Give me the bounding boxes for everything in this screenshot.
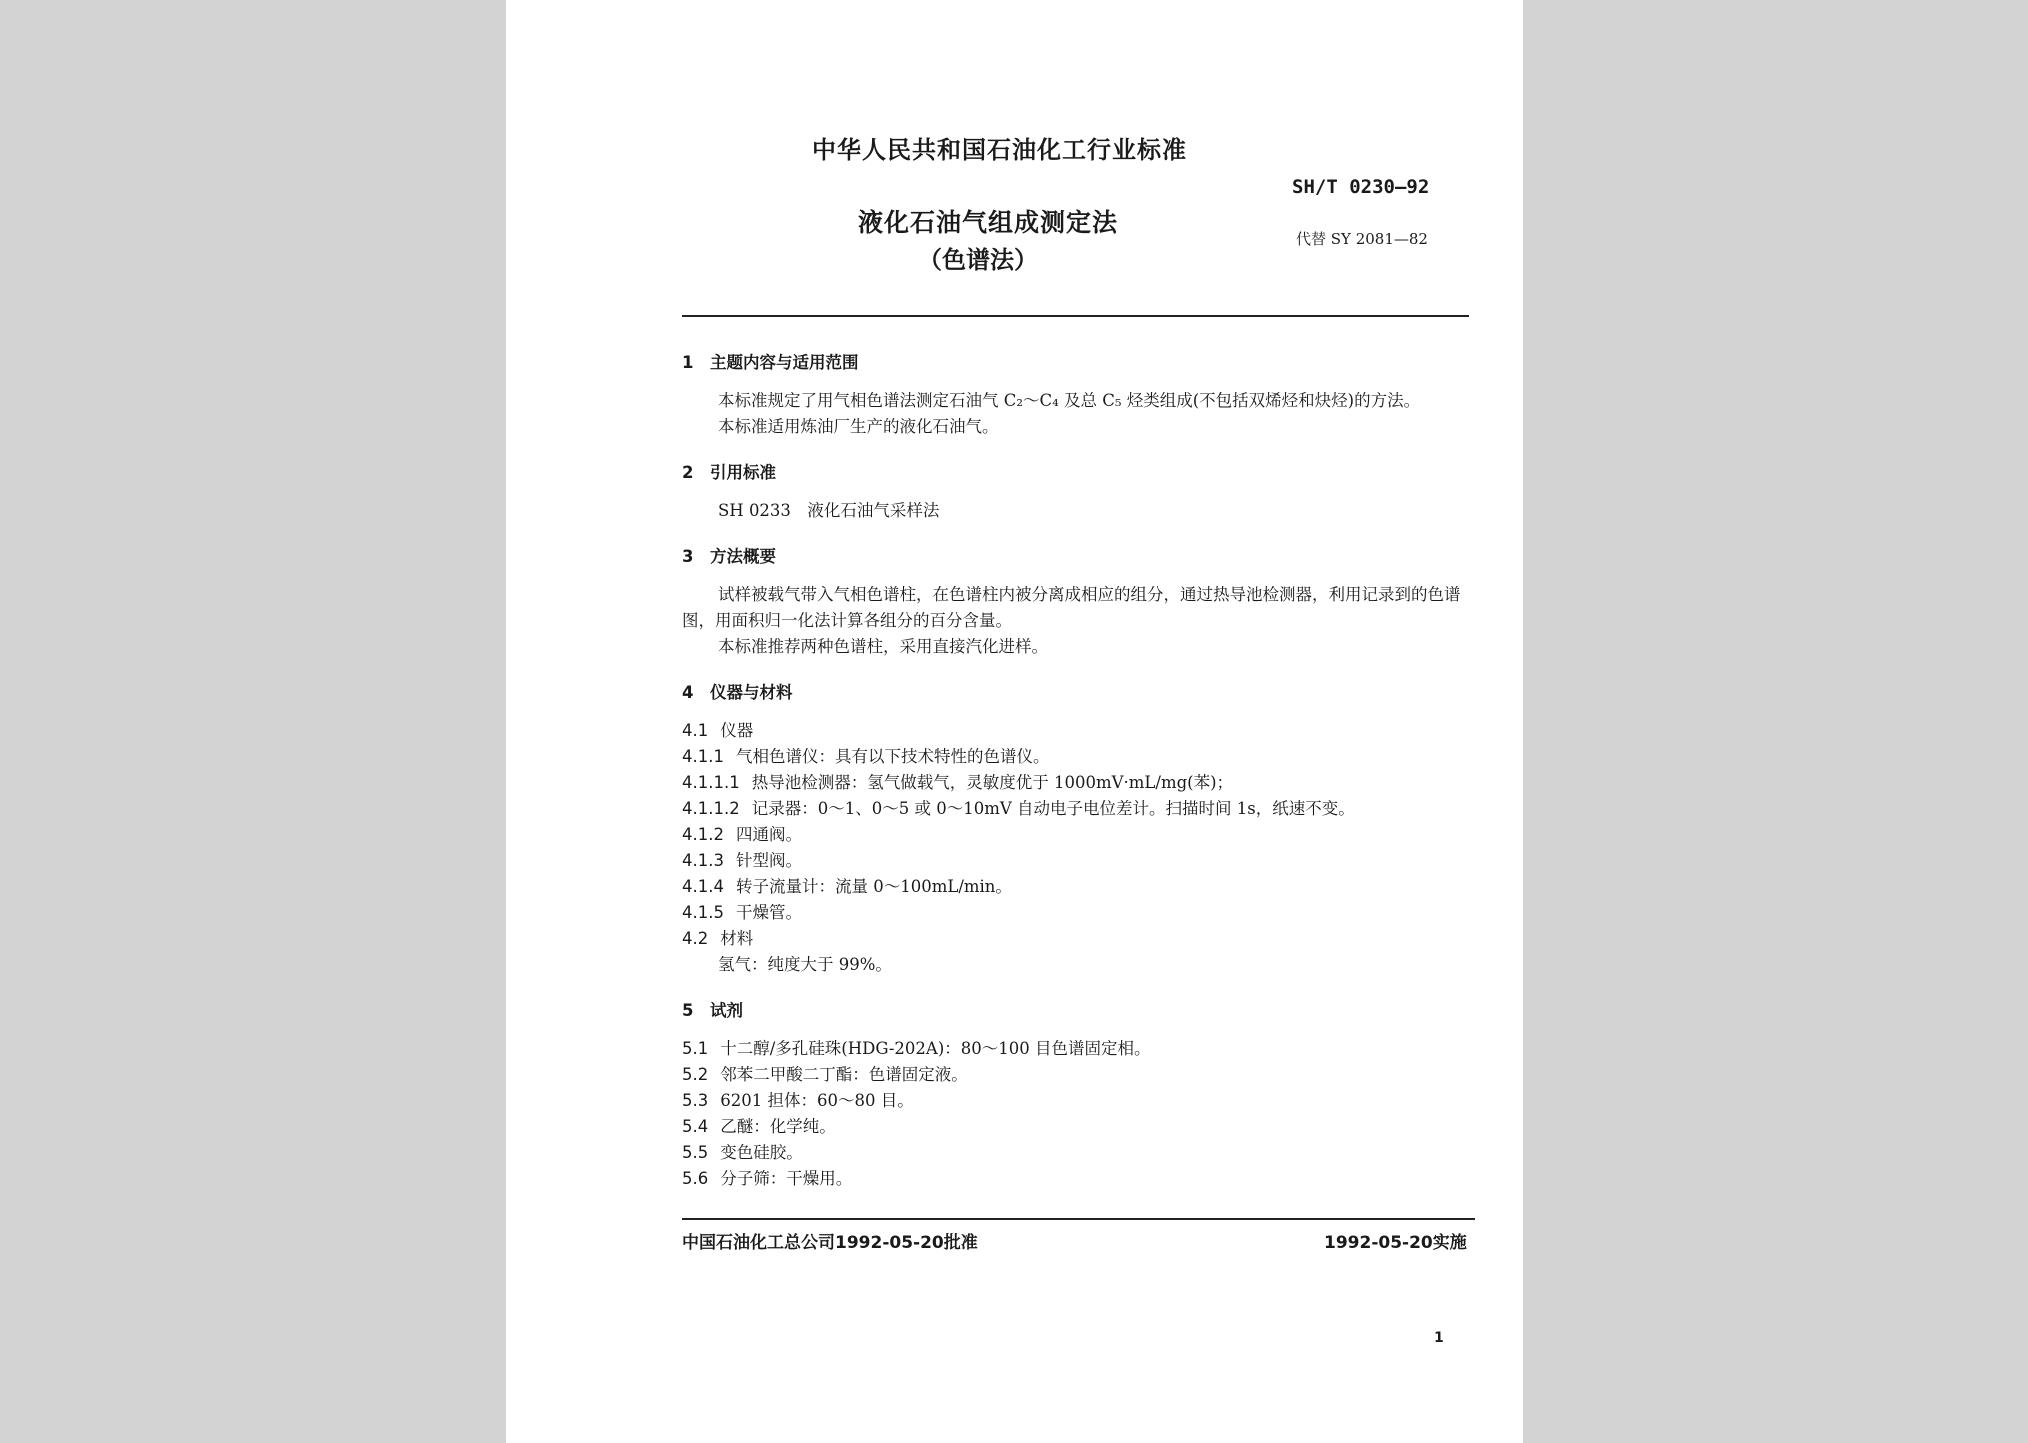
item-text: 变色硅胶。 [720, 1143, 803, 1162]
implementation-note: 1992-05-20实施 [1324, 1233, 1467, 1253]
instrument-list [682, 718, 1482, 952]
standard-title: 中华人民共和国石油化工行业标准 [812, 136, 1187, 164]
footer-divider [682, 1218, 1475, 1220]
list-item [682, 1166, 1482, 1192]
paragraph: SH 0233 液化石油气采样法 [718, 501, 940, 520]
item-text: 四通阀。 [735, 825, 802, 844]
paragraph: 氢气：纯度大于 99%。 [718, 955, 892, 974]
item-text: 仪器 [720, 721, 754, 740]
list-item [682, 1140, 1482, 1166]
section-heading: 1 主题内容与适用范围 [682, 353, 859, 372]
replaces-note: 代替 SY 2081—82 [1296, 230, 1428, 248]
header-divider [682, 315, 1469, 317]
item-text: 邻苯二甲酸二丁酯：色谱固定液。 [720, 1065, 968, 1084]
item-text: 6201 担体：60～80 目。 [720, 1091, 914, 1110]
item-text: 热导池检测器：氢气做载气，灵敏度优于 1000mV·mL/mg(苯)； [751, 773, 1234, 792]
list-item [682, 744, 1482, 770]
item-text: 分子筛：干燥用。 [720, 1169, 853, 1188]
list-item [682, 1088, 1482, 1114]
list-item [682, 770, 1482, 796]
item-number: 5.3 [682, 1091, 709, 1110]
item-text: 气相色谱仪：具有以下技术特性的色谱仪。 [735, 747, 1050, 766]
list-item [682, 1036, 1482, 1062]
document-body [682, 350, 1482, 1192]
standard-code: SH/T 0230—92 [1292, 176, 1430, 198]
paragraph: 本标准规定了用气相色谱法测定石油气 C₂～C₄ 及总 C₅ 烃类组成(不包括双烯烃和炔烃)的方法。 [718, 391, 1421, 410]
list-item [682, 900, 1482, 926]
item-number: 4.1.1.1 [682, 773, 740, 792]
item-text: 十二醇/多孔硅珠(HDG-202A)：80～100 目色谱固定相。 [720, 1039, 1151, 1058]
item-number: 4.1.2 [682, 825, 724, 844]
item-number: 4.1.1.2 [682, 799, 740, 818]
list-item [682, 874, 1482, 900]
item-text: 乙醚：化学纯。 [720, 1117, 836, 1136]
paragraph: 本标准适用炼油厂生产的液化石油气。 [718, 417, 999, 436]
item-text: 干燥管。 [735, 903, 802, 922]
item-number: 4.1.3 [682, 851, 724, 870]
item-number: 5.5 [682, 1143, 709, 1162]
section-heading: 5 试剂 [682, 1001, 743, 1020]
item-number: 4.1.5 [682, 903, 724, 922]
list-item [682, 1114, 1482, 1140]
item-number: 5.1 [682, 1039, 709, 1058]
paragraph: 本标准推荐两种色谱柱，采用直接汽化进样。 [718, 637, 1048, 656]
list-item [682, 1062, 1482, 1088]
document-page [506, 0, 1523, 1443]
approval-note: 中国石油化工总公司1992-05-20批准 [682, 1233, 978, 1253]
item-text: 材料 [720, 929, 754, 948]
item-text: 针型阀。 [735, 851, 802, 870]
document-title: 液化石油气组成测定法 [858, 208, 1119, 237]
list-item [682, 848, 1482, 874]
item-text: 转子流量计：流量 0～100mL/min。 [735, 877, 1012, 896]
paragraph: 试样被载气带入气相色谱柱，在色谱柱内被分离成相应的组分，通过热导池检测器，利用记录到的色谱图，用面积归一化法计算各组分的百分含量。 [682, 585, 1461, 630]
list-item [682, 718, 1482, 744]
list-item [682, 796, 1482, 822]
item-number: 4.1 [682, 721, 709, 740]
item-number: 5.6 [682, 1169, 709, 1188]
item-text: 记录器：0～1、0～5 或 0～10mV 自动电子电位差计。扫描时间 1s，纸速不变。 [751, 799, 1355, 818]
list-item [682, 822, 1482, 848]
document-subtitle: （色谱法） [918, 246, 1038, 274]
item-number: 4.1.1 [682, 747, 724, 766]
page-number: 1 [1434, 1330, 1444, 1346]
item-number: 4.2 [682, 929, 709, 948]
section-heading: 2 引用标准 [682, 463, 776, 482]
item-number: 5.2 [682, 1065, 709, 1084]
item-number: 4.1.4 [682, 877, 724, 896]
item-number: 5.4 [682, 1117, 709, 1136]
reagent-list [682, 1036, 1482, 1192]
list-item [682, 926, 1482, 952]
section-heading: 4 仪器与材料 [682, 683, 793, 702]
section-heading: 3 方法概要 [682, 547, 776, 566]
